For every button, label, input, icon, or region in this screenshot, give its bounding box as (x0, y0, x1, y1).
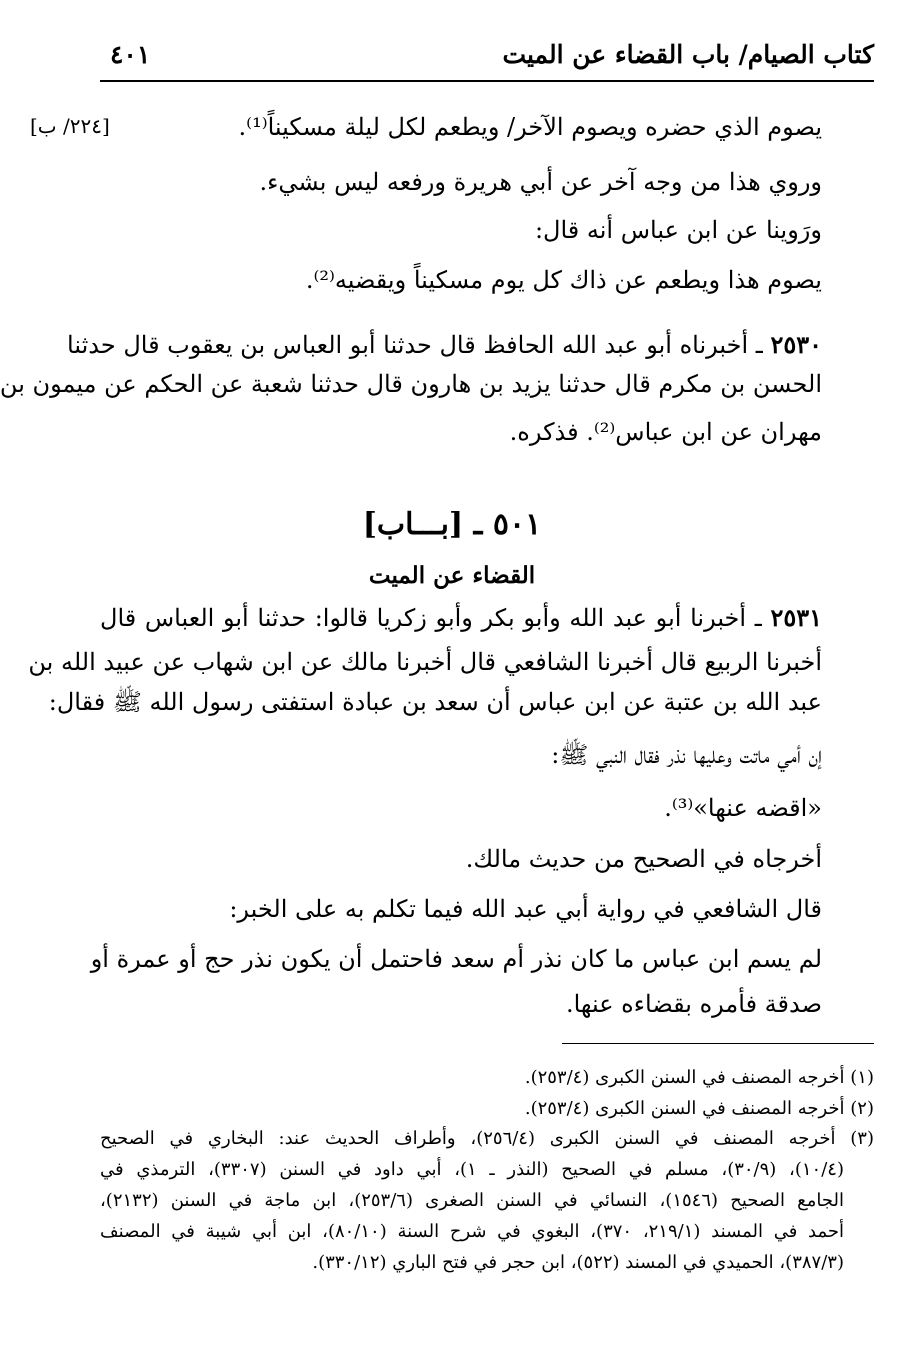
text-line: يصوم هذا ويطعم عن ذاك كل يوم مسكيناً ويقضيه⁽²⁾. (305, 266, 822, 294)
footnote-3-line: (١٠/٤)، (٣٠/٩)، مسلم في الصحيح (النذر ـ ١)، أبي داود في السنن (٣٣٠٧)، الترمذي في (100, 1159, 844, 1180)
running-header-title: كتاب الصيام/ باب القضاء عن الميت (502, 40, 874, 69)
chapter-title: القضاء عن الميت (368, 562, 536, 589)
hadith-2531-line-2: أخبرنا الربيع قال أخبرنا الشافعي قال أخبرنا مالك عن ابن شهاب عن عبيد الله بن (28, 648, 822, 676)
closing-line-1: لم يسم ابن عباس ما كان نذر أم سعد فاحتمل أن يكون نذر حج أو عمرة أو (90, 945, 822, 973)
footnote-3-line: (٣) أخرجه المصنف في السنن الكبرى (٢٥٦/٤)، وأطراف الحديث عند: البخاري في الصحيح (100, 1128, 874, 1149)
hadith-number: ٢٥٣٠ (770, 330, 822, 359)
text-line: يصوم الذي حضره ويصوم الآخر/ ويطعم لكل ليلة مسكيناً⁽¹⁾. (238, 113, 822, 141)
footnote-3-line: الجامع الصحيح (١٥٤٦)، النسائي في السنن الصغرى (٢٥٣/٦)، ابن ماجة في السنن (٢١٣٢)، (100, 1190, 844, 1211)
closing-line-2: صدقة فأمره بقضاءه عنها. (565, 990, 822, 1018)
manuscript-folio-reference: [٢٢٤/ ب] (30, 114, 110, 138)
hadith-2531-line-1: ٢٥٣١ ـ أخبرنا أبو عبد الله وأبو بكر وأبو زكريا قالوا: حدثنا أبو العباس قال (100, 603, 822, 632)
page-number: ٤٠١ (110, 40, 151, 69)
text-line: إن أمي ماتت وعليها نذر فقال النبي ﷺ: (551, 741, 822, 769)
footnote-1: (١) أخرجه المصنف في السنن الكبرى (٢٥٣/٤). (524, 1067, 874, 1088)
footnote-3-line: أحمد في المسند (٢١٩/١، ٣٧٠)، البغوي في شرح السنة (٨٠/١٠)، ابن أبي شيبة في المصنف (100, 1221, 845, 1242)
chapter-heading: ٥٠١ ـ [بـــاب] (362, 507, 542, 542)
hadith-number: ٢٥٣١ (770, 603, 822, 632)
text-line: «اقضه عنها»⁽³⁾. (664, 794, 822, 822)
header-rule (100, 80, 874, 82)
text-line: أخرجاه في الصحيح من حديث مالك. (465, 845, 822, 873)
hadith-2530-line-1: ٢٥٣٠ ـ أخبرناه أبو عبد الله الحافظ قال حدثنا أبو العباس بن يعقوب قال حدثنا (67, 330, 822, 359)
text-line: وروي هذا من وجه آخر عن أبي هريرة ورفعه ليس بشيء. (259, 168, 822, 196)
footnote-3-line: (٣٨٧/٣)، الحميدي في المسند (٥٢٢)، ابن حجر في فتح الباري (٣٣٠/١٢). (312, 1252, 844, 1273)
text-line: ورَوينا عن ابن عباس أنه قال: (534, 216, 822, 244)
text-line: قال الشافعي في رواية أبي عبد الله فيما تكلم به على الخبر: (229, 895, 822, 923)
hadith-2530-line-3: مهران عن ابن عباس⁽²⁾. فذكره. (509, 418, 822, 446)
hadith-2530-line-2: الحسن بن مكرم قال حدثنا يزيد بن هارون قال حدثنا شعبة عن الحكم عن ميمون بن (0, 370, 822, 398)
hadith-2531-line-3: عبد الله بن عتبة عن ابن عباس أن سعد بن عبادة استفتى رسول الله ﷺ فقال: (48, 688, 822, 716)
footnote-rule (562, 1043, 874, 1044)
footnote-2: (٢) أخرجه المصنف في السنن الكبرى (٢٥٣/٤). (524, 1098, 874, 1119)
